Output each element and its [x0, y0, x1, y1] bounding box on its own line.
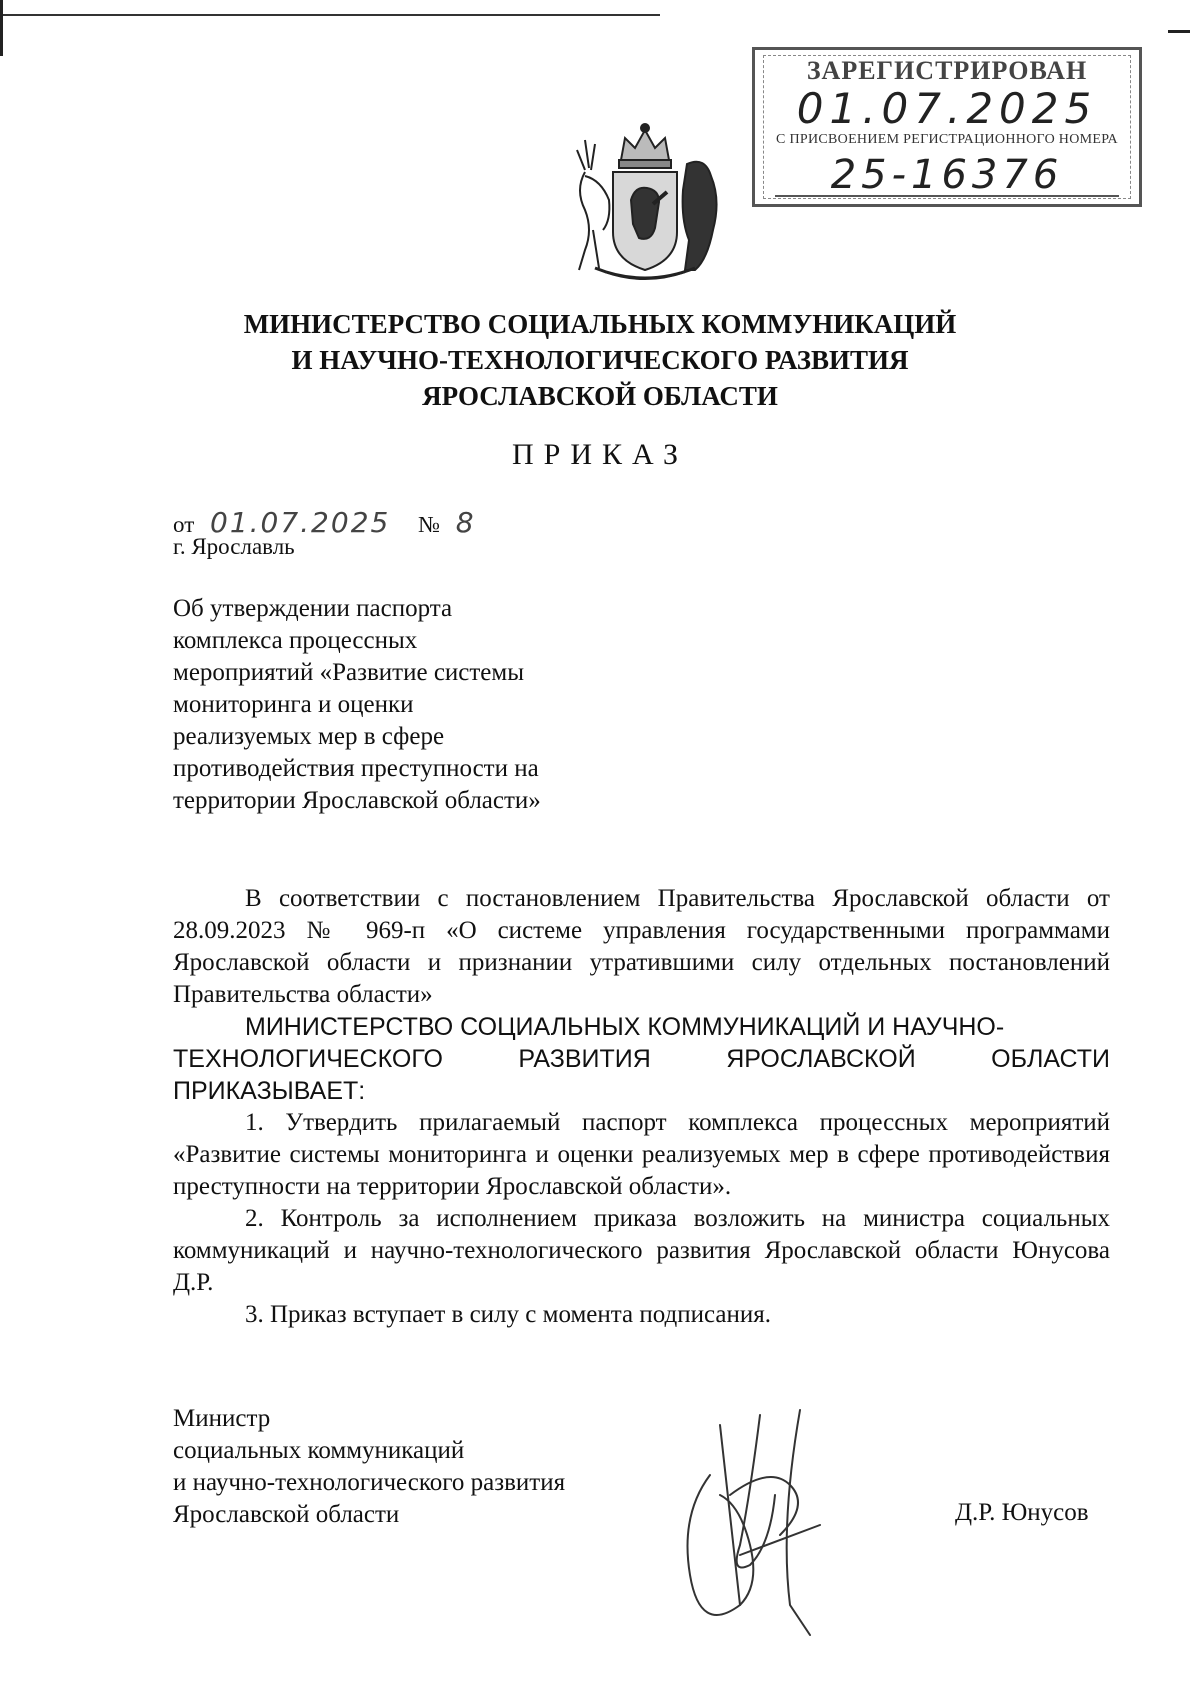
stamp-date: 01.07.2025	[796, 84, 1098, 133]
city: г. Ярославль	[173, 534, 295, 559]
order-item-1: 1. Утвердить прилагаемый паспорт комплекса процессных мероприятий «Развитие системы мониторинга и оценки реализуемых мер в сфере противодействия преступности на территории Ярославской области».	[173, 1109, 1110, 1200]
orders-word: ТЕХНОЛОГИЧЕСКОГО	[173, 1045, 443, 1073]
ministry-name	[0, 306, 1200, 414]
order-item-3: 3. Приказ вступает в силу с момента подписания.	[245, 1301, 771, 1328]
orders-line: МИНИСТЕРСТВО СОЦИАЛЬНЫХ КОММУНИКАЦИЙ И НАУЧНО-	[245, 1013, 1005, 1041]
stamp-underline	[775, 195, 1119, 197]
stamp-title: ЗАРЕГИСТРИРОВАН	[806, 56, 1088, 85]
orders-word: РАЗВИТИЯ	[518, 1045, 651, 1073]
signatory-name: Д.Р. Юнусов	[955, 1499, 1089, 1526]
handwritten-signature	[680, 1405, 860, 1645]
signatory-position	[173, 1403, 565, 1531]
preamble-paragraph: В соответствии с постановлением Правительства Ярославской области от 28.09.2023 № 969-п «О системе управления государственными программами Ярославской области и признании утратившими силу отдельных постановлений Правительства области»	[173, 885, 1110, 1008]
position-line: Ярославской области	[173, 1501, 400, 1528]
number-label: №	[418, 512, 441, 537]
scan-edge-mark	[0, 0, 3, 56]
order-item-2: 2. Контроль за исполнением приказа возложить на министра социальных коммуникаций и научно-технологического развития Ярославской области Юнусова Д.Р.	[173, 1205, 1110, 1296]
order-body	[173, 883, 1110, 1331]
subject-line: Об утверждении паспорта	[173, 595, 453, 622]
position-line: и научно-технологического развития	[173, 1469, 566, 1496]
ministry-name-line: ЯРОСЛАВСКОЙ ОБЛАСТИ	[422, 381, 778, 411]
subject-line: комплекса процессных	[173, 627, 418, 654]
from-label: от	[173, 512, 195, 537]
scan-edge-mark	[1168, 30, 1190, 33]
subject-line: территории Ярославской области»	[173, 787, 541, 814]
order-subject	[173, 593, 613, 817]
position-line: социальных коммуникаций	[173, 1437, 465, 1464]
orders-line	[173, 1043, 1110, 1075]
orders-word: ЯРОСЛАВСКОЙ	[726, 1045, 916, 1073]
order-number: 8	[455, 506, 476, 539]
ministry-name-line: МИНИСТЕРСТВО СОЦИАЛЬНЫХ КОММУНИКАЦИЙ	[243, 309, 957, 339]
subject-line: мероприятий «Развитие системы	[173, 659, 525, 686]
subject-line: противодействия преступности на	[173, 755, 539, 782]
subject-line: мониторинга и оценки	[173, 691, 414, 718]
order-date: 01.07.2025	[210, 506, 391, 539]
ministry-name-line: И НАУЧНО-ТЕХНОЛОГИЧЕСКОГО РАЗВИТИЯ	[291, 345, 909, 375]
orders-line: ПРИКАЗЫВАЕТ:	[173, 1077, 366, 1105]
stamp-registration-number: 25-16376	[830, 152, 1064, 198]
subject-line: реализуемых мер в сфере	[173, 723, 445, 750]
position-line: Министр	[173, 1405, 271, 1432]
coat-of-arms-icon	[555, 120, 735, 290]
document-type-title: ПРИКАЗ	[512, 438, 688, 471]
registration-stamp	[752, 47, 1142, 207]
scan-edge-line	[0, 14, 660, 16]
orders-word: ОБЛАСТИ	[991, 1045, 1110, 1073]
stamp-subtitle: С ПРИСВОЕНИЕМ РЕГИСТРАЦИОННОГО НОМЕРА	[776, 132, 1118, 147]
